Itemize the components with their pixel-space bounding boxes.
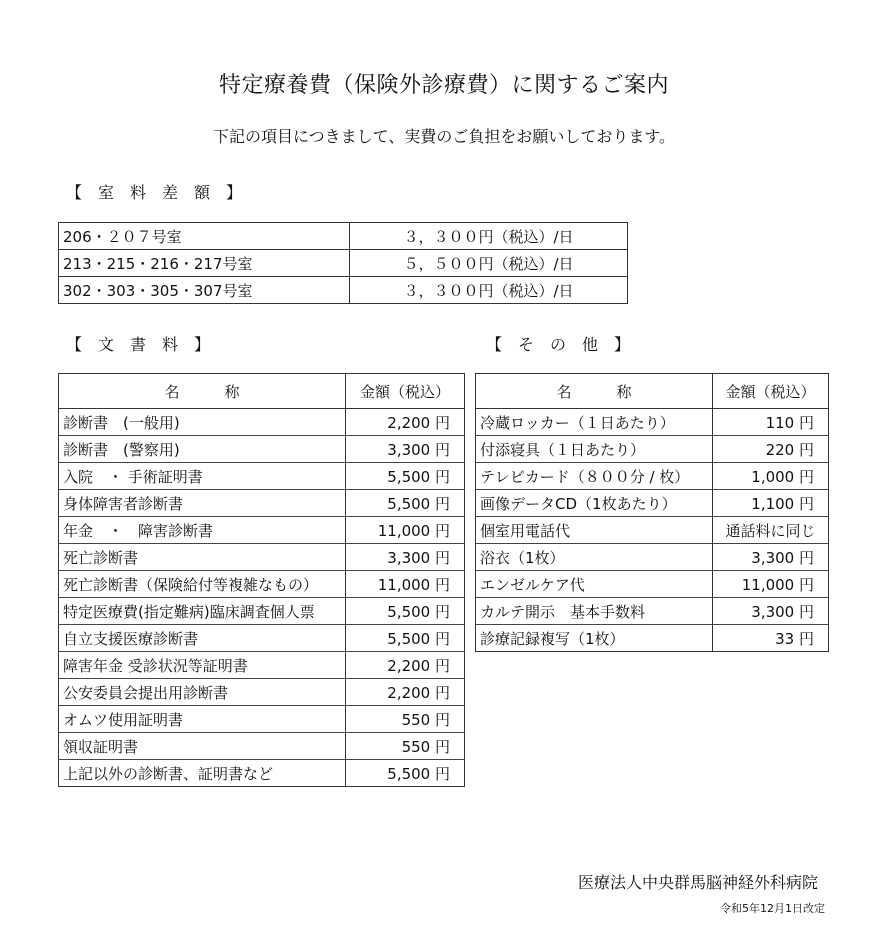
- revision-date: 令和5年12月1日改定: [720, 902, 825, 915]
- item-name: 個室用電話代: [476, 517, 713, 544]
- item-price: 5,500 円: [346, 625, 465, 652]
- table-row: [59, 625, 465, 652]
- table-header-row: [59, 374, 465, 409]
- item-name: 冷蔵ロッカー（１日あたり）: [476, 409, 713, 436]
- table-row: [476, 490, 829, 517]
- table-row: [59, 571, 465, 598]
- item-price: 11,000 円: [713, 571, 829, 598]
- table-row: [59, 223, 628, 250]
- item-price: 3,300 円: [346, 544, 465, 571]
- table-row: [476, 409, 829, 436]
- table-row: [476, 625, 829, 652]
- item-price: 11,000 円: [346, 517, 465, 544]
- item-name: 213・215・216・217号室: [59, 250, 350, 277]
- room-fee-heading: 【 室 料 差 額 】: [66, 183, 243, 202]
- item-name: 自立支援医療診断書: [59, 625, 346, 652]
- item-price: 3,300 円: [713, 544, 829, 571]
- table-row: [59, 436, 465, 463]
- document-fee-table: [58, 373, 465, 787]
- item-name: テレビカード（８００分 / 枚）: [476, 463, 713, 490]
- item-name: エンゼルケア代: [476, 571, 713, 598]
- table-row: [59, 517, 465, 544]
- table-row: [476, 436, 829, 463]
- table-row: [59, 652, 465, 679]
- organization-name: 医療法人中央群馬脳神経外科病院: [577, 873, 818, 892]
- table-row: [59, 760, 465, 787]
- column-header-name: 名 称: [476, 374, 713, 409]
- room-fee-table: [58, 222, 628, 304]
- item-price: 1,000 円: [713, 463, 829, 490]
- item-name: 死亡診断書（保険給付等複雑なもの）: [59, 571, 346, 598]
- item-name: 画像データCD（1枚あたり）: [476, 490, 713, 517]
- item-name: 死亡診断書: [59, 544, 346, 571]
- item-name: 診断書 (一般用): [59, 409, 346, 436]
- item-price: 110 円: [713, 409, 829, 436]
- page-title: 特定療養費（保険外診療費）に関するご案内: [218, 73, 669, 98]
- column-header-name: 名 称: [59, 374, 346, 409]
- item-price: 1,100 円: [713, 490, 829, 517]
- document-fee-heading: 【 文 書 料 】: [66, 335, 211, 354]
- item-name: 領収証明書: [59, 733, 346, 760]
- item-name: 障害年金 受診状況等証明書: [59, 652, 346, 679]
- item-name: 身体障害者診断書: [59, 490, 346, 517]
- item-name: 入院 ・ 手術証明書: [59, 463, 346, 490]
- item-price: 3,300 円: [713, 598, 829, 625]
- item-name: 付添寝具（１日あたり）: [476, 436, 713, 463]
- item-name: 公安委員会提出用診断書: [59, 679, 346, 706]
- table-row: [476, 463, 829, 490]
- item-name: 診療記録複写（1枚）: [476, 625, 713, 652]
- item-price: 2,200 円: [346, 409, 465, 436]
- item-price: 3,300 円: [346, 436, 465, 463]
- table-header-row: [476, 374, 829, 409]
- page-subtitle: 下記の項目につきまして、実費のご負担をお願いしております。: [212, 127, 676, 146]
- item-price: 5,500 円: [346, 463, 465, 490]
- item-price: 5,500 円: [346, 760, 465, 787]
- other-fee-table: [475, 373, 829, 652]
- table-row: [59, 706, 465, 733]
- item-price: 550 円: [346, 733, 465, 760]
- other-fee-heading: 【 そ の 他 】: [486, 335, 631, 354]
- table-row: [59, 544, 465, 571]
- item-price: 11,000 円: [346, 571, 465, 598]
- item-name: 診断書 (警察用): [59, 436, 346, 463]
- table-row: [59, 277, 628, 304]
- item-name: オムツ使用証明書: [59, 706, 346, 733]
- table-row: [59, 409, 465, 436]
- table-row: [59, 250, 628, 277]
- item-price: 2,200 円: [346, 679, 465, 706]
- table-row: [476, 598, 829, 625]
- item-price: 通話料に同じ: [713, 517, 829, 544]
- table-row: [59, 463, 465, 490]
- item-name: 302・303・305・307号室: [59, 277, 350, 304]
- item-name: 年金 ・ 障害診断書: [59, 517, 346, 544]
- column-header-price: 金額（税込）: [346, 374, 465, 409]
- table-row: [59, 679, 465, 706]
- item-name: 上記以外の診断書、証明書など: [59, 760, 346, 787]
- table-row: [59, 490, 465, 517]
- item-price: ３，３００円（税込）/日: [350, 223, 628, 250]
- table-row: [476, 517, 829, 544]
- item-name: 浴衣（1枚）: [476, 544, 713, 571]
- item-name: 特定医療費(指定難病)臨床調査個人票: [59, 598, 346, 625]
- item-price: 550 円: [346, 706, 465, 733]
- item-price: 5,500 円: [346, 598, 465, 625]
- table-row: [59, 598, 465, 625]
- item-name: カルテ開示 基本手数料: [476, 598, 713, 625]
- item-price: 220 円: [713, 436, 829, 463]
- item-price: 33 円: [713, 625, 829, 652]
- item-price: ５，５００円（税込）/日: [350, 250, 628, 277]
- item-price: 5,500 円: [346, 490, 465, 517]
- item-price: 2,200 円: [346, 652, 465, 679]
- item-price: ３，３００円（税込）/日: [350, 277, 628, 304]
- table-row: [476, 571, 829, 598]
- column-header-price: 金額（税込）: [713, 374, 829, 409]
- item-name: 206・２０７号室: [59, 223, 350, 250]
- table-row: [476, 544, 829, 571]
- table-row: [59, 733, 465, 760]
